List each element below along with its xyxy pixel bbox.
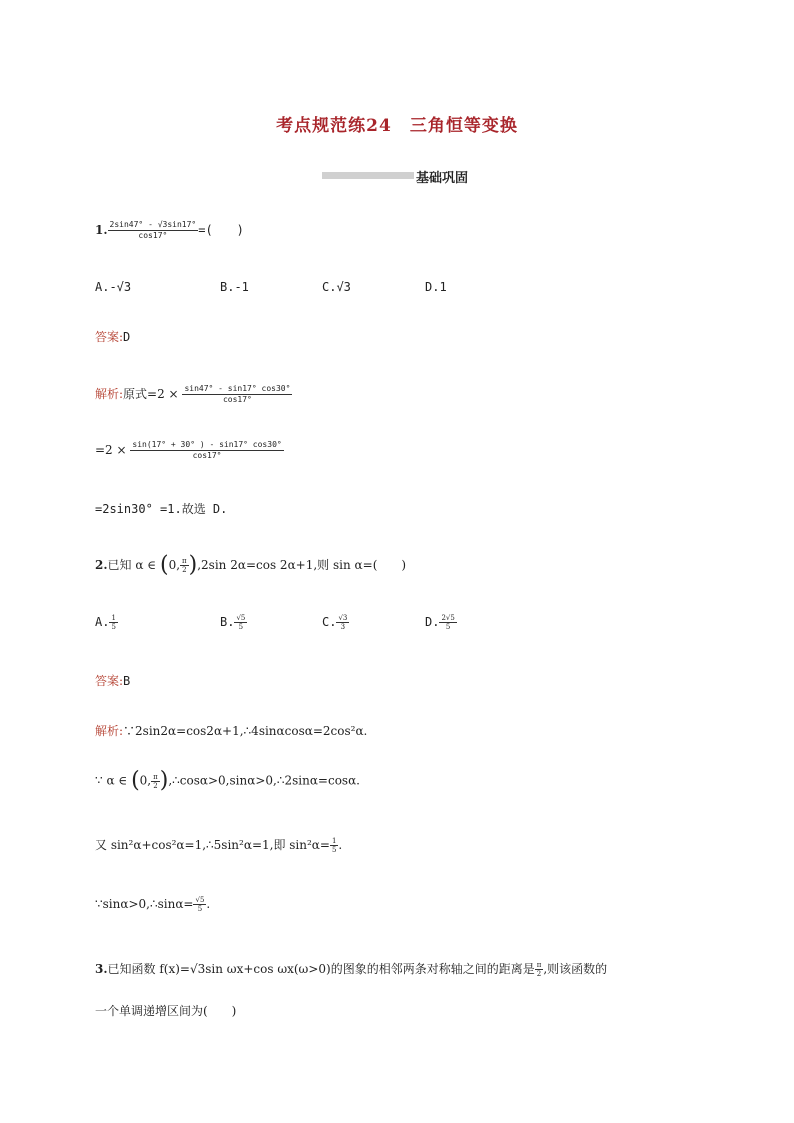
question-number: 3. (95, 962, 108, 976)
question-1: 1. $\frac{2\sin 47^\circ - √3\sin 17^\circ}{\cos 17^\circ}$ =( ) (95, 220, 244, 240)
option-d: D.1 (425, 280, 447, 294)
analysis-2-line-3: 又 sin²α+cos²α=1,∴5sin²α=1,即 sin²α= $\frac{1}{5}$ . (95, 837, 343, 854)
answer-value: B (123, 674, 131, 688)
fraction: $\frac{\sin(17^\circ + 30^\circ ) - \sin 17^\circ \cos 30^\circ}{\cos 17^\circ}$ (132, 440, 282, 460)
option-a: A.-√3 (95, 280, 132, 294)
option-d: D. $\frac{2√5}{5}$ (425, 614, 455, 631)
analysis-2-line-1: 解析:∵2sin2α=cos2α+1,∴4sinαcosα=2cos²α. (95, 724, 368, 738)
answer-label: 答案: (95, 330, 124, 344)
section-heading: 基础巩固 (416, 171, 469, 186)
analysis-1-line-2: =2 × $\frac{\sin(17^\circ + 30^\circ ) - \sin 17^\circ \cos 30^\circ}{\cos 17^\circ}$ (95, 440, 282, 460)
fraction: $\frac{2\sin 47^\circ - √3\sin 17^\circ}{\cos 17^\circ}$ (109, 220, 197, 240)
answer-label: 答案: (95, 674, 124, 688)
question-2: 2.已知 α ∈ (0, $\frac{\pi}{2}$ ),2sin 2α=cos 2α+1,则 sin α=( ) (95, 552, 407, 578)
option-b: B.-1 (220, 280, 249, 294)
section-bar (322, 172, 414, 179)
question-3-line-2: 一个单调递增区间为( ) (95, 1004, 237, 1018)
option-c: C.√3 (322, 280, 351, 294)
answer-1 (95, 328, 130, 345)
answer-value: D (123, 330, 131, 344)
option-a: A. $\frac{1}{5}$ (95, 614, 116, 631)
fraction: $\frac{\sin 47^\circ - \sin 17^\circ \cos 30^\circ}{\cos 17^\circ}$ (184, 384, 291, 404)
question-number: 2. (95, 558, 108, 572)
analysis-1-line-3: =2sin30° =1.故选 D. (95, 502, 228, 516)
page-title: 考点规范练24 三角恒等变换 (276, 116, 518, 136)
analysis-2-line-4: ∵sinα>0,∴sinα= $\frac{√5}{5}$ . (95, 896, 211, 913)
analysis-label: 解析: (95, 387, 124, 401)
analysis-1-line-1: 解析:原式=2 × $\frac{\sin 47^\circ - \sin 17^\circ \cos 30^\circ}{\cos 17^\circ}$ (95, 384, 291, 404)
question-3: 3.已知函数 f(x)=√3sin ωx+cos ωx(ω>0)的图象的相邻两条对称轴之间的距离是 $\frac{\pi}{2}$ ,则该函数的 (95, 961, 608, 978)
answer-2 (95, 672, 130, 689)
option-c: C. $\frac{√3}{3}$ (322, 614, 348, 631)
analysis-2-line-2: ∵ α ∈ (0, $\frac{\pi}{2}$ ),∴cosα>0,sinα>0,∴2sinα=cosα. (95, 768, 360, 793)
question-number: 1. (95, 223, 108, 237)
analysis-label: 解析: (95, 724, 124, 738)
option-b: B. $\frac{√5}{5}$ (220, 614, 246, 631)
